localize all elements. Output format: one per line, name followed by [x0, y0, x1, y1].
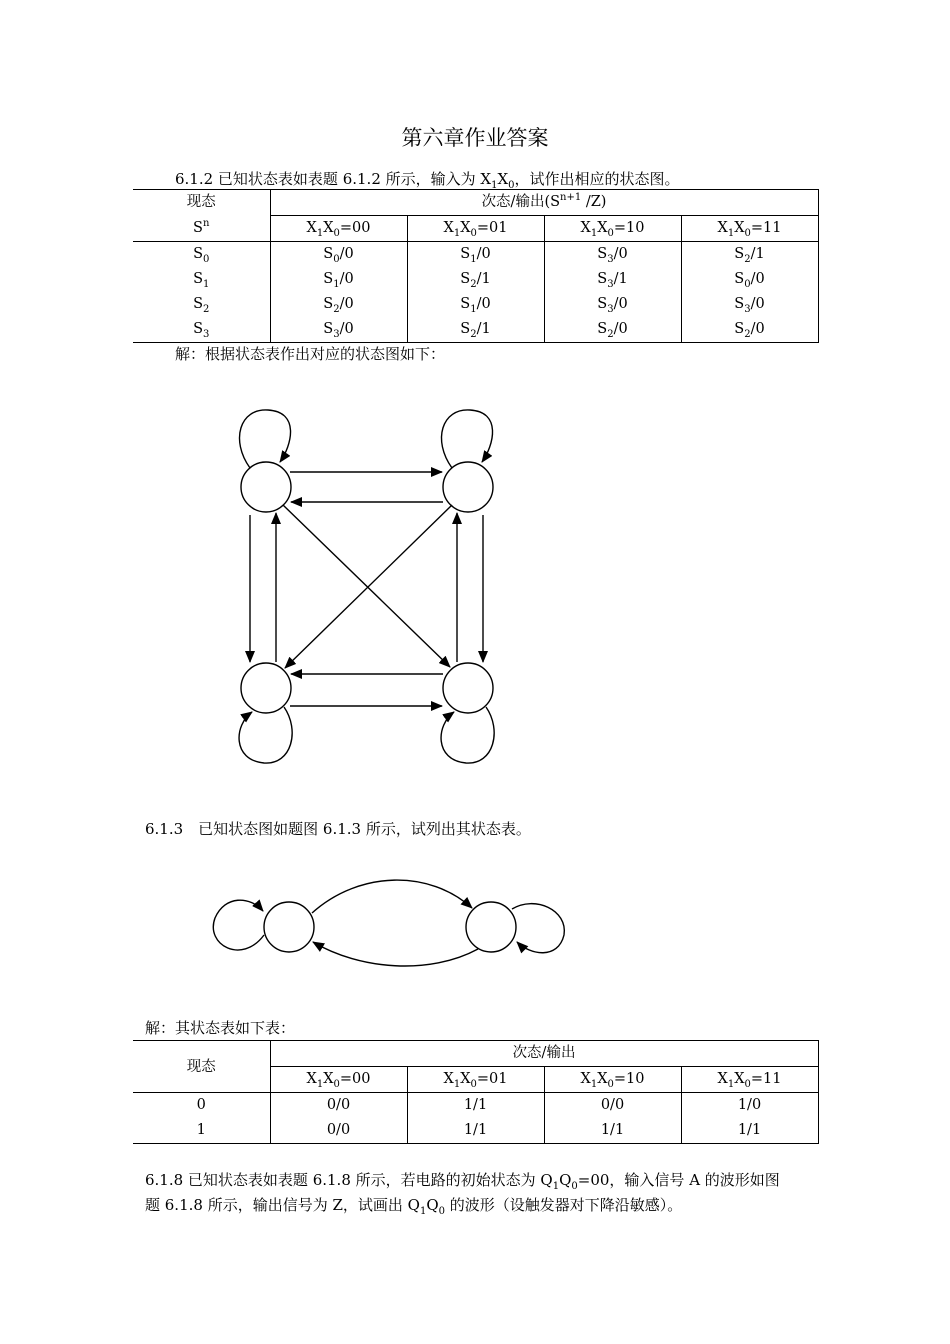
- edge-tl-br: [283, 505, 450, 667]
- val: =01: [476, 1071, 508, 1087]
- s-label: S: [734, 246, 745, 262]
- table-row: [133, 317, 818, 343]
- next-state-cell: [681, 292, 818, 317]
- sub: 1: [470, 303, 477, 315]
- text: 题 6.1.8 所示，输出信号为 Z，试画出 Q: [145, 1196, 420, 1214]
- val: =10: [613, 1071, 645, 1087]
- sub: 3: [607, 278, 614, 290]
- next-state-cell: [270, 267, 407, 292]
- next-state-output-cell: 1/0: [681, 1093, 818, 1119]
- text: 的波形（设触发器对下降沿敏感）。: [445, 1196, 683, 1214]
- self-loop-tl: [240, 410, 291, 468]
- var: X: [580, 1071, 591, 1087]
- next-state-output-cell: 0/0: [544, 1093, 681, 1119]
- state-node-bl: [241, 663, 291, 713]
- sn-label: S: [193, 219, 203, 236]
- var: X: [443, 1071, 454, 1087]
- sub: 0: [333, 253, 340, 265]
- output: /0: [476, 246, 491, 262]
- sub: 1: [590, 227, 598, 239]
- edge-tr-bl: [285, 505, 452, 668]
- s-label: S: [193, 321, 204, 337]
- sub: 3: [333, 328, 340, 340]
- next-state-cell: [544, 242, 681, 268]
- header-present-state: 现态: [133, 190, 270, 216]
- page-title: 第六章作业答案: [401, 126, 549, 150]
- val: =11: [750, 220, 782, 236]
- output: /0: [750, 321, 765, 337]
- present-state-cell: 1: [133, 1118, 270, 1144]
- q613-prompt: 6.1.3 已知状态图如题图 6.1.3 所示，试列出其状态表。: [145, 820, 531, 838]
- header-next-output: 次态/输出: [270, 1041, 818, 1067]
- sub: 1: [470, 253, 477, 265]
- sub: 0: [571, 1181, 578, 1192]
- sub: 1: [419, 1206, 427, 1217]
- output: /1: [476, 321, 491, 337]
- sub: 1: [453, 1078, 461, 1090]
- val: =11: [750, 1071, 782, 1087]
- state-table-613: [133, 1040, 819, 1144]
- q612-answer: 解：根据状态表作出对应的状态图如下：: [175, 345, 446, 363]
- next-state-cell: [544, 267, 681, 292]
- var: Q: [426, 1196, 439, 1214]
- s-label: S: [597, 321, 608, 337]
- sub: 0: [333, 227, 340, 239]
- sub: 0: [333, 1078, 340, 1090]
- next-state-cell: [407, 242, 544, 268]
- table-row: [133, 1118, 818, 1144]
- header-input-11: [681, 1067, 818, 1093]
- header-next-text: 次态/输出(S: [481, 194, 561, 210]
- var: X: [734, 1071, 745, 1087]
- next-state-cell: [407, 267, 544, 292]
- next-state-output-cell: 1/1: [407, 1118, 544, 1144]
- header-next-post: /Z): [581, 194, 607, 210]
- output: /1: [613, 271, 628, 287]
- var: Q: [559, 1171, 572, 1189]
- next-state-cell: [407, 292, 544, 317]
- output: /0: [339, 321, 354, 337]
- edge-1-0: [313, 942, 478, 966]
- var: X: [323, 1071, 334, 1087]
- output: /0: [613, 246, 628, 262]
- present-state-cell: [133, 317, 270, 343]
- header-input-00: [270, 1067, 407, 1093]
- state-node-0: [264, 902, 314, 952]
- header-input-11: [681, 216, 818, 242]
- header-present-state: 现态: [133, 1041, 270, 1093]
- val: =00: [339, 1071, 371, 1087]
- var: X: [306, 1071, 317, 1087]
- sub: 0: [470, 227, 477, 239]
- edge-0-1: [312, 880, 472, 913]
- output: /1: [750, 246, 765, 262]
- sub: 1: [316, 1078, 324, 1090]
- state-table-612: [133, 189, 819, 343]
- s-label: S: [323, 321, 334, 337]
- sub: 3: [744, 303, 751, 315]
- output: /0: [750, 271, 765, 287]
- var: X: [306, 220, 317, 236]
- sub: 1: [552, 1181, 560, 1192]
- state-node-tl: [241, 462, 291, 512]
- q618-prompt: [145, 1168, 825, 1218]
- next-state-cell: [681, 267, 818, 292]
- s-label: S: [597, 296, 608, 312]
- var: X: [597, 220, 608, 236]
- s-label: S: [323, 296, 334, 312]
- table-row: [133, 267, 818, 292]
- s-label: S: [323, 271, 334, 287]
- s-label: S: [734, 271, 745, 287]
- sub: 3: [203, 328, 210, 340]
- sup: n+1: [560, 192, 582, 204]
- sub: 2: [470, 328, 477, 340]
- table-row: [133, 242, 818, 268]
- output: /0: [476, 296, 491, 312]
- q612-prompt-text: 6.1.2 已知状态表如表题 6.1.2 所示，输入为 X: [175, 170, 492, 188]
- s-label: S: [597, 271, 608, 287]
- val: =01: [476, 220, 508, 236]
- sub: 1: [727, 1078, 735, 1090]
- sub: 3: [607, 253, 614, 265]
- self-loop-br: [441, 707, 494, 763]
- sub: 0: [607, 227, 614, 239]
- state-node-1: [466, 902, 516, 952]
- header-input-10: [544, 216, 681, 242]
- next-state-cell: [681, 317, 818, 343]
- var: X: [734, 220, 745, 236]
- var: X: [443, 220, 454, 236]
- var: X: [460, 220, 471, 236]
- state-node-br: [443, 663, 493, 713]
- s-label: S: [734, 321, 745, 337]
- next-state-cell: [544, 317, 681, 343]
- sub: 2: [744, 328, 751, 340]
- val: =00: [339, 220, 371, 236]
- sub: 0: [470, 1078, 477, 1090]
- s-label: S: [460, 296, 471, 312]
- sub: 0: [607, 1078, 614, 1090]
- output: /0: [613, 296, 628, 312]
- self-loop-0: [213, 900, 264, 950]
- var: X: [717, 1071, 728, 1087]
- header-input-01: [407, 1067, 544, 1093]
- sub: 2: [333, 303, 340, 315]
- val: =10: [613, 220, 645, 236]
- text: 6.1.8 已知状态表如表题 6.1.8 所示，若电路的初始状态为 Q: [145, 1171, 553, 1189]
- output: /0: [750, 296, 765, 312]
- sub: 2: [470, 278, 477, 290]
- q612-prompt: [175, 168, 680, 189]
- sub: 1: [453, 227, 461, 239]
- next-state-cell: [270, 292, 407, 317]
- header-input-10: [544, 1067, 681, 1093]
- sub: 0: [438, 1206, 446, 1217]
- present-state-cell: [133, 242, 270, 268]
- next-state-cell: [544, 292, 681, 317]
- header-input-00: [270, 216, 407, 242]
- s-label: S: [460, 271, 471, 287]
- sub: 2: [203, 303, 210, 315]
- sub: 0: [744, 1078, 751, 1090]
- sub: 1: [727, 227, 735, 239]
- state-diagram-612: [225, 400, 515, 780]
- sub: 1: [333, 278, 340, 290]
- next-state-output-cell: 1/1: [407, 1093, 544, 1119]
- header-sn: [133, 216, 270, 242]
- var: X: [460, 1071, 471, 1087]
- output: /0: [339, 296, 354, 312]
- present-state-cell: [133, 292, 270, 317]
- sub: 0: [508, 180, 515, 191]
- output: /0: [339, 271, 354, 287]
- sub: 2: [744, 253, 751, 265]
- next-state-output-cell: 0/0: [270, 1093, 407, 1119]
- s-label: S: [193, 296, 204, 312]
- sub: 1: [491, 180, 498, 191]
- s-label: S: [460, 321, 471, 337]
- next-state-cell: [407, 317, 544, 343]
- state-diagram-613: [205, 870, 575, 970]
- s-label: S: [193, 271, 204, 287]
- table-row: [133, 1093, 818, 1119]
- next-state-cell: [270, 317, 407, 343]
- header-input-01: [407, 216, 544, 242]
- table-row: [133, 292, 818, 317]
- self-loop-bl: [239, 707, 292, 763]
- next-state-output-cell: 1/1: [681, 1118, 818, 1144]
- output: /1: [476, 271, 491, 287]
- sub: 2: [607, 328, 614, 340]
- state-node-tr: [443, 462, 493, 512]
- header-next-state: [270, 190, 818, 216]
- next-state-output-cell: 1/1: [544, 1118, 681, 1144]
- sub: 1: [203, 278, 210, 290]
- sub: 1: [316, 227, 324, 239]
- sup: n: [202, 217, 210, 229]
- output: /0: [339, 246, 354, 262]
- sub: 3: [607, 303, 614, 315]
- sub: 0: [203, 253, 210, 265]
- next-state-output-cell: 0/0: [270, 1118, 407, 1144]
- q612-prompt-var: X: [497, 170, 509, 188]
- text: =00，输入信号 A 的波形如图: [577, 1171, 780, 1189]
- var: X: [717, 220, 728, 236]
- s-label: S: [597, 246, 608, 262]
- s-label: S: [323, 246, 334, 262]
- output: /0: [613, 321, 628, 337]
- s-label: S: [460, 246, 471, 262]
- s-label: S: [734, 296, 745, 312]
- present-state-cell: [133, 267, 270, 292]
- present-state-cell: 0: [133, 1093, 270, 1119]
- q612-prompt-text-end: ，试作出相应的状态图。: [514, 170, 680, 188]
- sub: 1: [590, 1078, 598, 1090]
- q613-answer: 解：其状态表如下表：: [145, 1019, 296, 1037]
- s-label: S: [193, 246, 204, 262]
- sub: 0: [744, 227, 751, 239]
- next-state-cell: [270, 242, 407, 268]
- sub: 0: [744, 278, 751, 290]
- var: X: [580, 220, 591, 236]
- self-loop-1: [512, 904, 564, 953]
- next-state-cell: [681, 242, 818, 268]
- var: X: [597, 1071, 608, 1087]
- var: X: [323, 220, 334, 236]
- self-loop-tr: [442, 410, 493, 468]
